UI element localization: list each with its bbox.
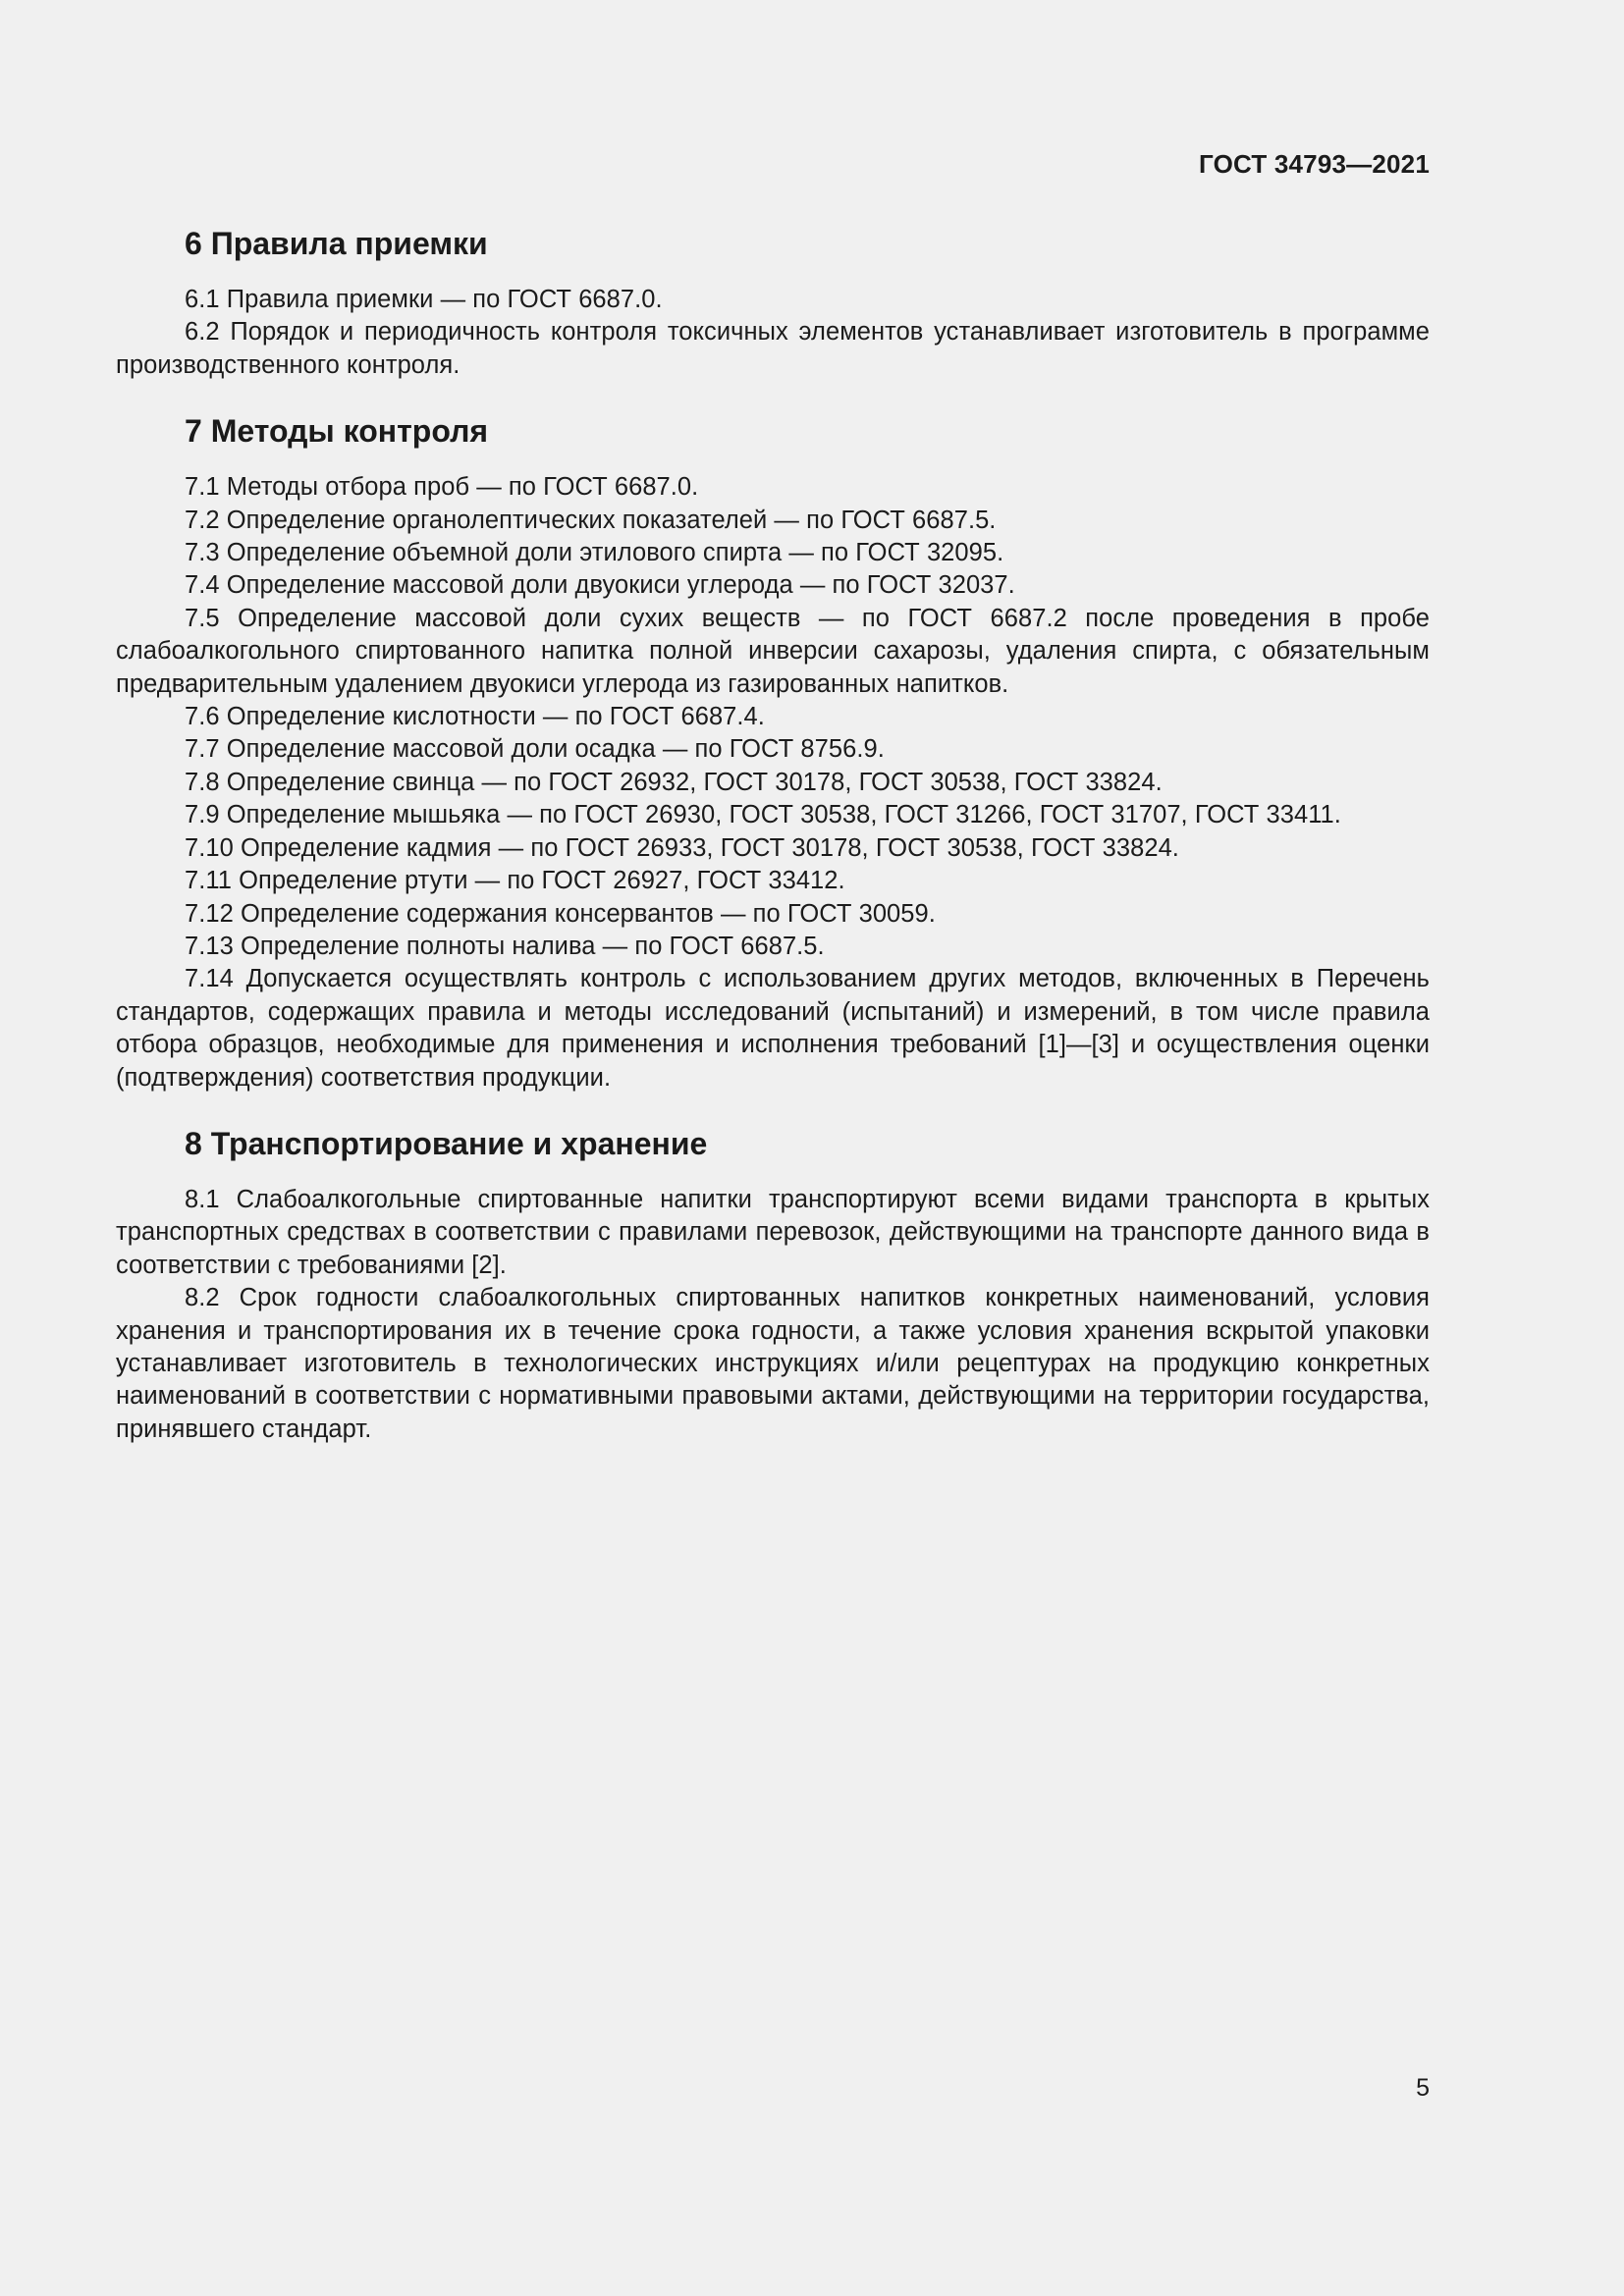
paragraph-7-14: 7.14 Допускается осуществлять контроль с использованием других методов, включенных в Перечень стандартов, содержащих правила и методы исследований (испытаний) и измерений, в том числе правила отбора образцов, необходимые для применения и исполнения требований [1]—[3] и осуществления оценки (подтверждения) соответствия продукции. [116, 965, 1430, 1092]
paragraph-7-7: 7.7 Определение массовой доли осадка — по ГОСТ 8756.9. [185, 735, 885, 764]
paragraph-7-9: 7.9 Определение мышьяка — по ГОСТ 26930, ГОСТ 30538, ГОСТ 31266, ГОСТ 31707, ГОСТ 33411. [185, 801, 1341, 829]
paragraph-7-1: 7.1 Методы отбора проб — по ГОСТ 6687.0. [185, 473, 699, 502]
section-control-methods [116, 411, 1430, 1095]
paragraph-7-11: 7.11 Определение ртути — по ГОСТ 26927, ГОСТ 33412. [185, 867, 845, 895]
paragraph-7-10: 7.10 Определение кадмия — по ГОСТ 26933, ГОСТ 30178, ГОСТ 30538, ГОСТ 33824. [185, 833, 1179, 862]
paragraph-7-12: 7.12 Определение содержания консервантов — по ГОСТ 30059. [185, 899, 936, 928]
paragraph-7-8: 7.8 Определение свинца — по ГОСТ 26932, ГОСТ 30178, ГОСТ 30538, ГОСТ 33824. [185, 768, 1163, 796]
document-body [116, 224, 1430, 1446]
paragraph-8-2: 8.2 Срок годности слабоалкогольных спиртованных напитков конкретных наименований, условия хранения и транспортирования их в течение срока годности, а также условия хранения вскрытой упаковки устанавливает изготовитель в технологических инструкциях и/или рецептурах на продукцию конкретных наименований в соответствии с нормативными правовыми актами, действующими на территории государства, принявшего стандарт. [116, 1284, 1430, 1443]
page-number: 5 [1416, 2074, 1430, 2102]
paragraph-8-1: 8.1 Слабоалкогольные спиртованные напитки транспортируют всеми видами транспорта в крытых транспортных средствах в соответствии с правилами перевозок, действующими на транспорте данного вида в соответствии с требованиями [2]. [116, 1185, 1430, 1279]
section-title: 7 Методы контроля [185, 413, 489, 450]
section-acceptance-rules [116, 224, 1430, 382]
document-standard-code: ГОСТ 34793—2021 [1199, 149, 1430, 179]
section-title: 8 Транспортирование и хранение [185, 1125, 708, 1161]
paragraph-6-1: 6.1 Правила приемки — по ГОСТ 6687.0. [185, 286, 663, 313]
paragraph-7-4: 7.4 Определение массовой доли двуокиси углерода — по ГОСТ 32037. [185, 571, 1015, 600]
paragraph-7-6: 7.6 Определение кислотности — по ГОСТ 6687.4. [185, 703, 765, 731]
paragraph-7-3: 7.3 Определение объемной доли этилового спирта — по ГОСТ 32095. [185, 539, 1004, 567]
paragraph-6-2: 6.2 Порядок и периодичность контроля токсичных элементов устанавливает изготовитель в программе производственного контроля. [116, 318, 1430, 379]
paragraph-7-2: 7.2 Определение органолептических показателей — по ГОСТ 6687.5. [185, 506, 997, 534]
section-transport-storage [116, 1124, 1430, 1446]
paragraph-7-13: 7.13 Определение полноты налива — по ГОСТ 6687.5. [185, 932, 825, 960]
paragraph-7-5: 7.5 Определение массовой доли сухих веществ — по ГОСТ 6687.2 после проведения в пробе слабоалкогольного спиртованного напитка полной инверсии сахарозы, удаления спирта, с обязательным предварительным удалением двуокиси углерода из газированных напитков. [116, 604, 1430, 698]
section-title: 6 Правила приемки [185, 226, 488, 261]
